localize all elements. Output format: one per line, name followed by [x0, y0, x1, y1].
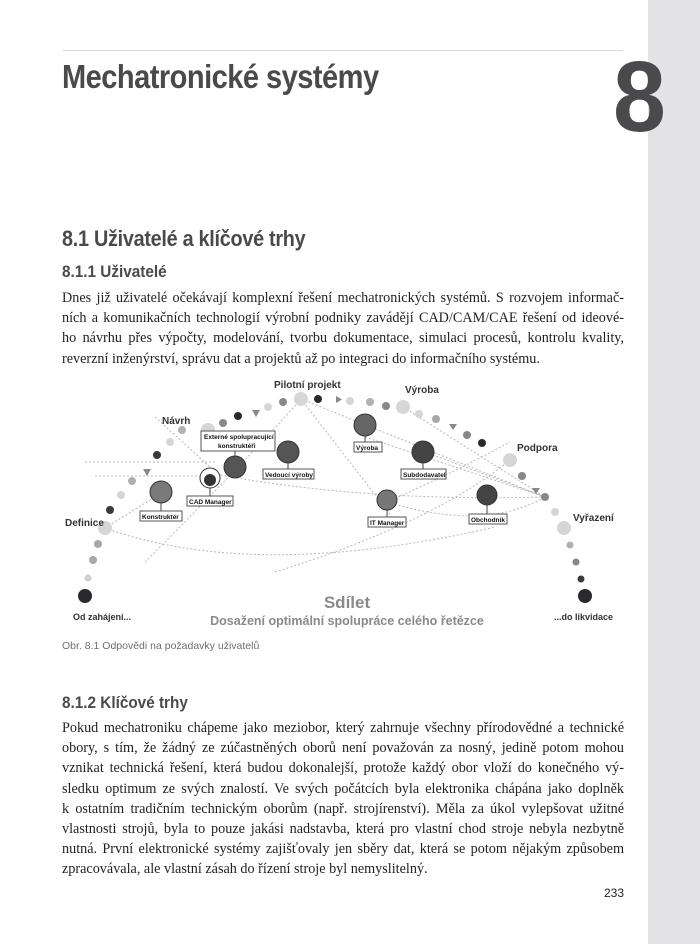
stage-label-vyrazeni: Vyřazení: [573, 513, 614, 524]
text-line: reverzní inženýrství, správu dat a projektů až po integraci do informačního systému.: [62, 350, 540, 367]
stage-label-vyroba: Výroba: [405, 385, 439, 396]
person-avatar-icon: [377, 490, 397, 510]
person-avatar-icon: [277, 441, 299, 463]
person-avatar-icon: [412, 441, 434, 463]
text-line: nutná. První elektronické systémy zajišťovaly jen sběry dat, která se potom nějakým způsobem: [62, 841, 624, 858]
role-label: Výroba: [356, 445, 379, 452]
role-konstrukter: [140, 481, 182, 521]
role-subdodavatel: [401, 441, 446, 479]
text-line: obory, s tím, že žádný ze zúčastněných oborů není považován za nosný, jedině potom mohou: [62, 740, 624, 757]
role-label: Konstruktér: [142, 514, 179, 521]
role-label: konstruktéři: [218, 443, 256, 450]
role-label: IT Manager: [370, 520, 405, 527]
page-number: 233: [604, 886, 625, 900]
stage-label-pilotni-projekt: Pilotní projekt: [274, 380, 341, 391]
stage-label-definice: Definice: [65, 518, 104, 529]
stage-label-podpora: Podpora: [517, 443, 558, 454]
text-line: ho návrhu přes výpočty, modelování, tvorbu dokumentace, simulaci procesů, kontrolu kvality,: [62, 330, 624, 347]
diagram-center-title: Sdílet: [323, 593, 371, 612]
text-line: k ostatním tradičním technickým oborům (např. strojírenství). Měla za úkol vylepšovat užitné: [62, 800, 624, 817]
section-heading-8-1-2: 8.1.2 Klíčové trhy: [62, 693, 188, 712]
paragraph-key-markets: [62, 718, 624, 880]
role-label: Externé spolupracující: [204, 434, 274, 441]
stage-label-start: Od zahájení...: [73, 612, 132, 622]
text-line: ních a komunikačních technologií výrobní podniky zavádějí CAD/CAM/CAE řešení od ideové-: [62, 310, 624, 327]
role-label: Vedoucí výroby: [265, 472, 314, 479]
text-line: vlastnosti strojů, byla to pouze jakási nadstavba, která pro vlastní chod stroje nebyla nezbytně: [62, 821, 624, 838]
paragraph-users: [62, 288, 624, 369]
lifecycle-diagram-svg: [55, 372, 635, 634]
person-avatar-icon: [224, 456, 246, 478]
section-heading-8-1: 8.1 Uživatelé a klíčové trhy: [62, 226, 306, 251]
role-label: CAD Manager: [189, 499, 232, 506]
role-label: Obchodník: [471, 517, 505, 524]
diagram-center-subtitle: Dosažení optimální spolupráce celého řetězce: [210, 614, 484, 628]
text-line: Dnes již uživatelé očekávají komplexní řešení mechatronických systémů. S rozvojem informač-: [62, 290, 624, 306]
text-line: sledku optimum ze svých znalostí. Ve svých počátcích byla elektronika chápána jako doplněk: [62, 780, 624, 797]
section-heading-8-1-1: 8.1.1 Uživatelé: [62, 262, 167, 281]
chapter-number: 8: [613, 41, 666, 153]
text-line: vznikat technická řešení, která budou dokonalejší, protože každý obor vloží do konečného vý-: [62, 760, 624, 777]
figure-lifecycle-diagram: [55, 372, 635, 634]
text-line: Pokud mechatroniku chápeme jako meziobor, který zahrnuje všechny přírodovědné a technické: [62, 720, 624, 736]
person-avatar-icon: [477, 485, 497, 505]
chapter-title: Mechatronické systémy: [62, 58, 379, 95]
role-obchodnik: [469, 485, 507, 524]
header-rule: [63, 50, 623, 51]
role-label: Subdodavatel: [403, 472, 446, 479]
text-line: zpracovávala, ale vlastní zásah do řízení stroje byl nemyslitelný.: [62, 861, 428, 878]
stage-label-end: ...do likvidace: [554, 612, 614, 622]
person-avatar-icon: [150, 481, 172, 503]
person-avatar-icon: [354, 414, 376, 436]
stage-label-navrh: Návrh: [162, 416, 191, 427]
figure-caption: Obr. 8.1 Odpovědi na požadavky uživatelů: [62, 640, 260, 652]
role-vyroba: [354, 414, 382, 452]
